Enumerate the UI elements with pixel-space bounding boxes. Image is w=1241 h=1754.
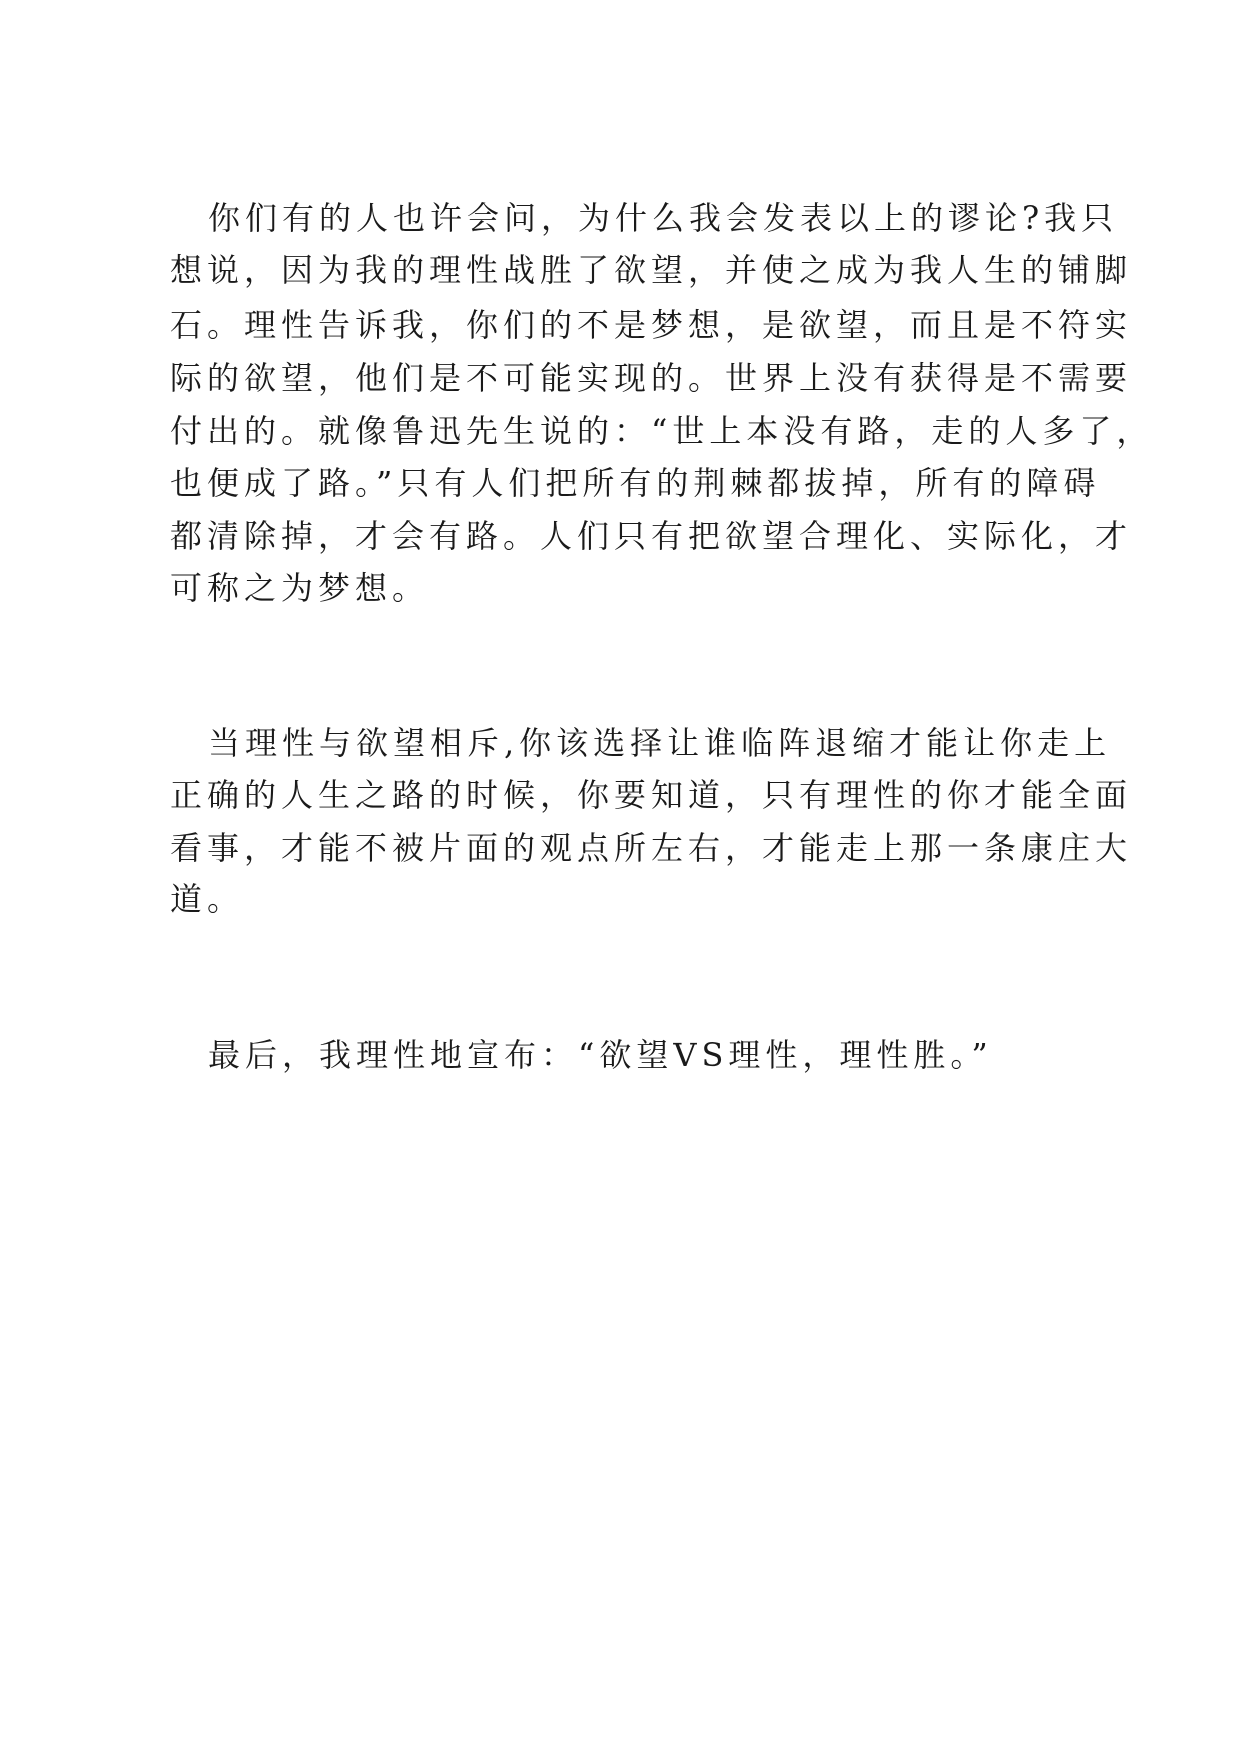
text-line: 道。	[170, 880, 245, 918]
text-line: 际的欲望，他们是不可能实现的。世界上没有获得是不需要	[170, 359, 1133, 397]
text-line: 想说，因为我的理性战胜了欲望，并使之成为我人生的铺脚	[170, 251, 1133, 289]
text-line: 最后，我理性地宣布：“欲望VS理性，理性胜。”	[208, 1036, 993, 1074]
text-line: 你们有的人也许会问，为什么我会发表以上的谬论?我只	[208, 199, 1119, 237]
text-line: 也便成了路。”只有人们把所有的荆棘都拔掉，所有的障碍	[170, 464, 1101, 502]
text-line: 都清除掉，才会有路。人们只有把欲望合理化、实际化，才	[170, 517, 1133, 555]
text-line: 可称之为梦想。	[170, 569, 430, 607]
text-line: 当理性与欲望相斥,你该选择让谁临阵退缩才能让你走上	[208, 724, 1112, 762]
text-line: 石。理性告诉我，你们的不是梦想，是欲望，而且是不符实	[170, 306, 1133, 344]
text-line: 正确的人生之路的时候，你要知道，只有理性的你才能全面	[170, 776, 1133, 814]
text-line: 付出的。就像鲁迅先生说的：“世上本没有路，走的人多了，	[170, 412, 1154, 450]
text-line: 看事，才能不被片面的观点所左右，才能走上那一条康庄大	[170, 829, 1133, 867]
